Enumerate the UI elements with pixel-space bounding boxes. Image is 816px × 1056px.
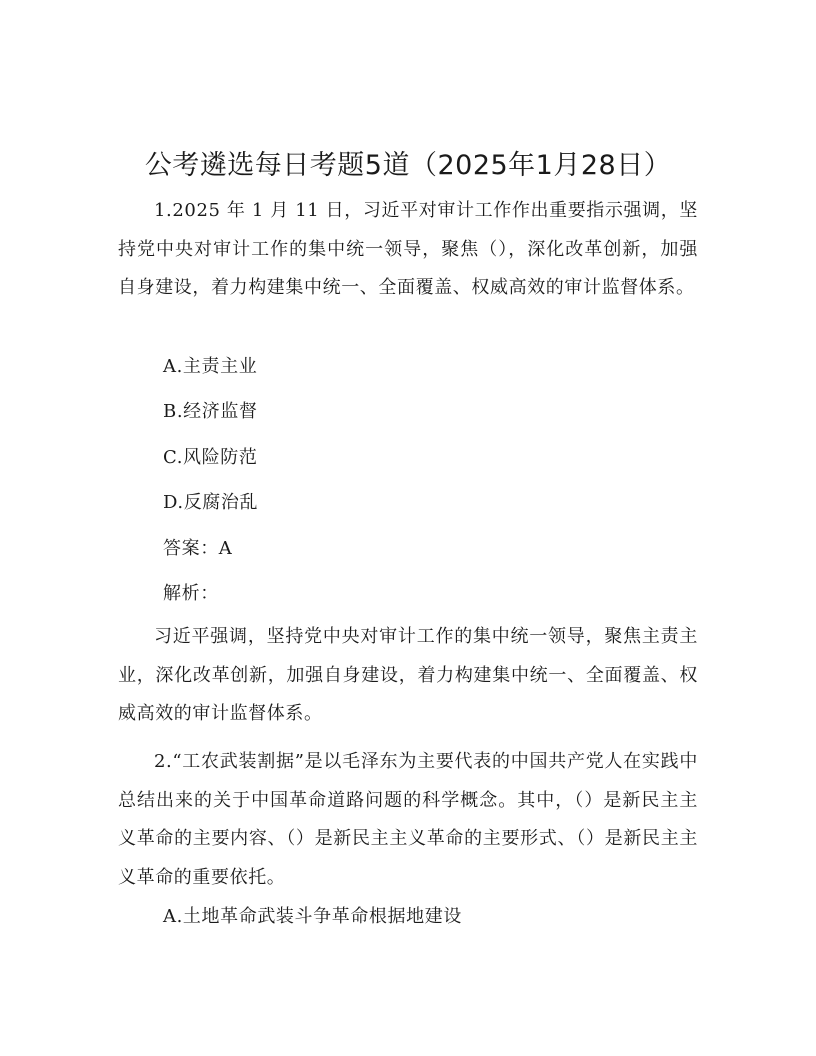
question-1-analysis-label: 解析： bbox=[163, 583, 219, 604]
question-1-option-b: B.经济监督 bbox=[163, 401, 258, 422]
question-1-option-a: A.主责主业 bbox=[163, 356, 258, 377]
question-1-analysis: 习近平强调，坚持党中央对审计工作的集中统一领导，聚焦主责主业，深化改革创新，加强自身建设，着力构建集中统一、全面覆盖、权威高效的审计监督体系。 bbox=[118, 626, 698, 724]
question-1-option-c: C.风险防范 bbox=[163, 447, 258, 468]
question-1-option-d: D.反腐治乱 bbox=[163, 492, 259, 513]
question-2-option-a: A.土地革命武装斗争革命根据地建设 bbox=[163, 906, 462, 927]
question-1-answer: 答案：A bbox=[163, 538, 233, 559]
question-2-stem: 2.“工农武装割据”是以毛泽东为主要代表的中国共产党人在实践中总结出来的关于中国革命道路问题的科学概念。其中，（）是新民主主义革命的主要内容、（）是新民主主义革命的主要形式、（）是新民主主义革命的重要依托。 bbox=[118, 751, 698, 888]
question-1-stem: 1.2025 年 1 月 11 日，习近平对审计工作作出重要指示强调，坚持党中央对审计工作的集中统一领导，聚焦（），深化改革创新，加强自身建设，着力构建集中统一、全面覆盖、权威高效的审计监督体系。 bbox=[118, 200, 698, 298]
document-title: 公考遴选每日考题5道（2025年1月28日） bbox=[144, 150, 672, 181]
